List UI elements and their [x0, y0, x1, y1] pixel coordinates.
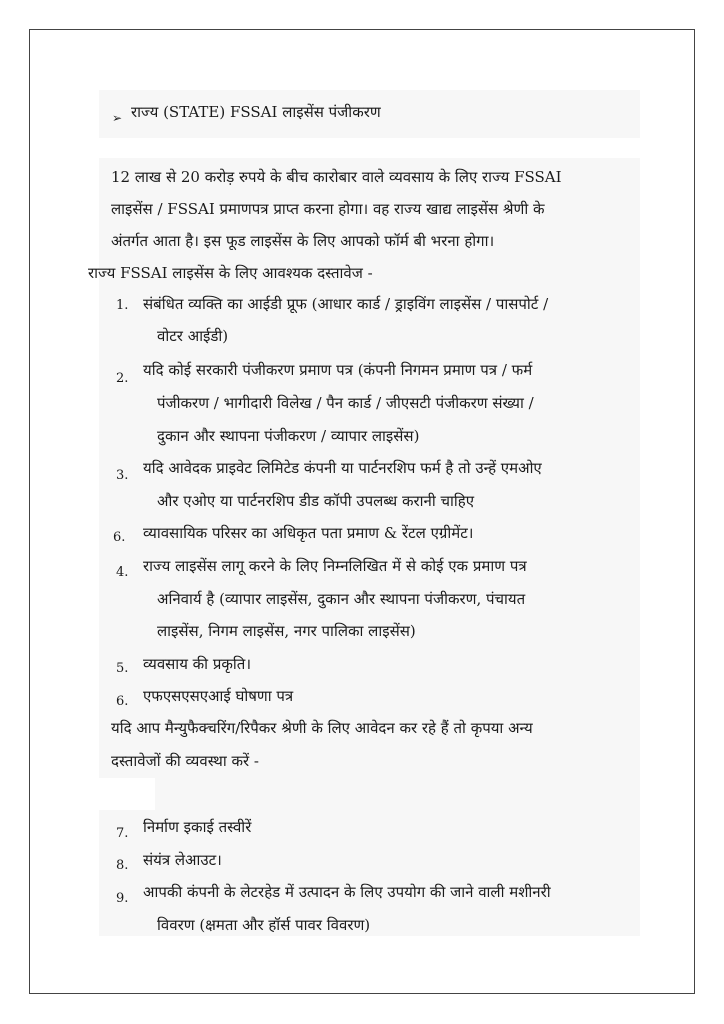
list-item-number: 1.	[116, 298, 129, 313]
intro-line-3: अंतर्गत आता है। इस फूड लाइसेंस के लिए आपको फॉर्म बी भरना होगा।	[111, 232, 495, 250]
manufacturer-note-line-2: दस्तावेजों की व्यवस्था करें -	[111, 752, 259, 770]
list-item-text: यदि आवेदक प्राइवेट लिमिटेड कंपनी या पार्टनरशिप फर्म है तो उन्हें एमओए	[143, 459, 542, 477]
list-item-number: 5.	[116, 661, 129, 676]
list-item-number: 3.	[116, 468, 129, 483]
list-item-text: निर्माण इकाई तस्वीरें	[143, 818, 252, 836]
list-item-number: 8.	[116, 858, 129, 873]
list-item-text: व्यावसायिक परिसर का अधिकृत पता प्रमाण & रेंटल एग्रीमेंट।	[143, 524, 474, 542]
list-item-number: 7.	[116, 826, 129, 841]
list-item-text: विवरण (क्षमता और हॉर्स पावर विवरण)	[157, 916, 371, 934]
list-item-text: राज्य लाइसेंस लागू करने के लिए निम्नलिखित में से कोई एक प्रमाण पत्र	[143, 557, 527, 575]
documents-heading: राज्य FSSAI लाइसेंस के लिए आवश्यक दस्तावेज -	[88, 264, 373, 282]
intro-line-1: 12 लाख से 20 करोड़ रुपये के बीच कारोबार वाले व्यवसाय के लिए राज्य FSSAI	[111, 168, 562, 186]
list-item-text: पंजीकरण / भागीदारी विलेख / पैन कार्ड / जीएसटी पंजीकरण संख्या /	[157, 394, 534, 412]
list-item-text: और एओए या पार्टनरशिप डीड कॉपी उपलब्ध करानी चाहिए	[157, 492, 475, 510]
list-item-text: दुकान और स्थापना पंजीकरण / व्यापार लाइसेंस)	[157, 427, 420, 445]
list-item-text: लाइसेंस, निगम लाइसेंस, नगर पालिका लाइसेंस)	[157, 622, 416, 640]
manufacturer-note-line-1: यदि आप मैन्युफैक्चरिंग/रिपैकर श्रेणी के लिए आवेदन कर रहे हैं तो कृपया अन्य	[111, 719, 533, 737]
list-item-text: अनिवार्य है (व्यापार लाइसेंस, दुकान और स्थापना पंजीकरण, पंचायत	[157, 590, 526, 608]
list-item-text: एफएसएसएआई घोषणा पत्र	[143, 687, 294, 705]
list-item-text: व्यवसाय की प्रकृति।	[143, 655, 252, 673]
list-item-text: वोटर आईडी)	[157, 327, 229, 345]
list-item-text: यदि कोई सरकारी पंजीकरण प्रमाण पत्र (कंपनी निगमन प्रमाण पत्र / फर्म	[143, 361, 533, 379]
arrow-bullet-icon: ➢	[112, 111, 123, 125]
list-item-text: आपकी कंपनी के लेटरहेड में उत्पादन के लिए उपयोग की जाने वाली मशीनरी	[143, 883, 551, 901]
list-item-text: संबंधित व्यक्ति का आईडी प्रूफ (आधार कार्ड / ड्राइविंग लाइसेंस / पासपोर्ट /	[143, 295, 549, 313]
list-item-number: 6.	[113, 530, 126, 545]
list-item-number: 2.	[116, 371, 129, 386]
section-heading: राज्य (STATE) FSSAI लाइसेंस पंजीकरण	[131, 103, 381, 121]
list-item-number: 4.	[116, 565, 129, 580]
intro-line-2: लाइसेंस / FSSAI प्रमाणपत्र प्राप्त करना होगा। वह राज्य खाद्य लाइसेंस श्रेणी के	[111, 200, 545, 218]
list-item-number: 9.	[116, 891, 129, 906]
list-item-text: संयंत्र लेआउट।	[143, 851, 222, 869]
list-item-number: 6.	[116, 694, 129, 709]
